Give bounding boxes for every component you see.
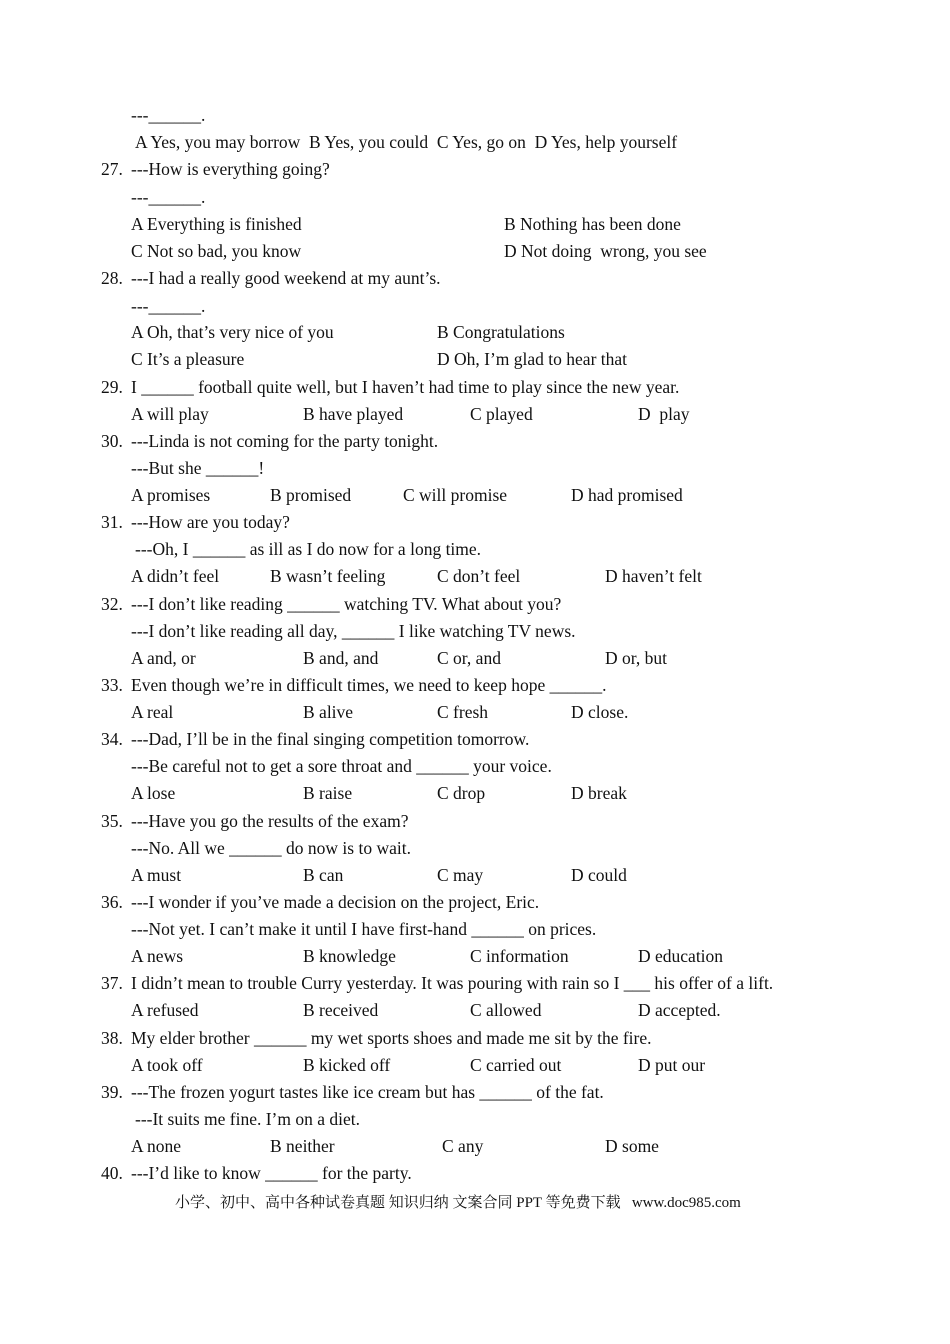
q31-option-b: B wasn’t feeling bbox=[270, 566, 386, 586]
q37-option-d: D accepted. bbox=[638, 1000, 721, 1020]
q38-number: 38. bbox=[101, 1028, 123, 1048]
q29-option-d: D play bbox=[638, 404, 690, 424]
q28-number: 28. bbox=[101, 268, 123, 288]
q29-stem: I ______ football quite well, but I haven’t had time to play since the new year. bbox=[131, 377, 680, 397]
q33-option-b: B alive bbox=[303, 702, 354, 722]
q31-option-d: D haven’t felt bbox=[605, 566, 702, 586]
q32-option-b: B and, and bbox=[303, 648, 379, 668]
q32-option-a: A and, or bbox=[131, 648, 196, 668]
q31-stem: ---How are you today? bbox=[131, 512, 290, 532]
q30-option-b: B promised bbox=[270, 485, 352, 505]
q37-option-a: A refused bbox=[131, 1000, 199, 1020]
q39-option-d: D some bbox=[605, 1136, 659, 1156]
q34-stem: ---Dad, I’ll be in the final singing competition tomorrow. bbox=[131, 729, 530, 749]
q31-number: 31. bbox=[101, 512, 123, 532]
q30-option-d: D had promised bbox=[571, 485, 683, 505]
q29-number: 29. bbox=[101, 377, 123, 397]
q39-option-c: C any bbox=[442, 1136, 484, 1156]
q40-stem: ---I’d like to know ______ for the party. bbox=[131, 1163, 412, 1183]
q38-option-a: A took off bbox=[131, 1055, 203, 1075]
q34-option-c: C drop bbox=[437, 783, 486, 803]
q28-option-b: B Congratulations bbox=[437, 322, 565, 342]
q37-option-b: B received bbox=[303, 1000, 379, 1020]
q31-response: ---Oh, I ______ as ill as I do now for a long time. bbox=[135, 539, 482, 559]
q37-stem: I didn’t mean to trouble Curry yesterday. It was pouring with rain so I ___ his offer of a lift. bbox=[131, 973, 774, 993]
q33-stem: Even though we’re in difficult times, we need to keep hope ______. bbox=[131, 675, 607, 695]
q33-number: 33. bbox=[101, 675, 123, 695]
q32-number: 32. bbox=[101, 594, 123, 614]
q30-option-a: A promises bbox=[131, 485, 211, 505]
q33-option-a: A real bbox=[131, 702, 174, 722]
q27-option-b: B Nothing has been done bbox=[504, 214, 681, 234]
q35-response: ---No. All we ______ do now is to wait. bbox=[131, 838, 411, 858]
q37-number: 37. bbox=[101, 973, 123, 993]
q32-response: ---I don’t like reading all day, ______ I like watching TV news. bbox=[131, 621, 576, 641]
q34-number: 34. bbox=[101, 729, 123, 749]
q30-option-c: C will promise bbox=[403, 485, 508, 505]
q31-option-a: A didn’t feel bbox=[131, 566, 220, 586]
q39-stem: ---The frozen yogurt tastes like ice cream but has ______ of the fat. bbox=[131, 1082, 604, 1102]
q39-response: ---It suits me fine. I’m on a diet. bbox=[135, 1109, 361, 1129]
q35-option-d: D could bbox=[571, 865, 627, 885]
q31-option-c: C don’t feel bbox=[437, 566, 521, 586]
q28-response: ---______. bbox=[131, 296, 206, 316]
q28-stem: ---I had a really good weekend at my aunt’s. bbox=[131, 268, 441, 288]
q36-number: 36. bbox=[101, 892, 123, 912]
q35-option-b: B can bbox=[303, 865, 344, 885]
q33-option-c: C fresh bbox=[437, 702, 489, 722]
q27-option-d: D Not doing wrong, you see bbox=[504, 241, 707, 261]
q30-number: 30. bbox=[101, 431, 123, 451]
q27-response: ---______. bbox=[131, 187, 206, 207]
q35-option-c: C may bbox=[437, 865, 484, 885]
q37-option-c: C allowed bbox=[470, 1000, 542, 1020]
page-footer: 小学、初中、高中各种试卷真题 知识归纳 文案合同 PPT 等免费下载 www.doc985.com bbox=[175, 1195, 741, 1211]
q36-option-d: D education bbox=[638, 946, 724, 966]
q27-option-c: C Not so bad, you know bbox=[131, 241, 302, 261]
q36-option-a: A news bbox=[131, 946, 184, 966]
q30-stem: ---Linda is not coming for the party tonight. bbox=[131, 431, 439, 451]
q38-option-d: D put our bbox=[638, 1055, 706, 1075]
q27-number: 27. bbox=[101, 159, 123, 179]
q30-response: ---But she ______! bbox=[131, 458, 265, 478]
q36-option-c: C information bbox=[470, 946, 569, 966]
q34-option-b: B raise bbox=[303, 783, 353, 803]
q35-option-a: A must bbox=[131, 865, 182, 885]
q28-option-d: D Oh, I’m glad to hear that bbox=[437, 349, 628, 369]
q34-option-d: D break bbox=[571, 783, 627, 803]
q39-option-b: B neither bbox=[270, 1136, 335, 1156]
q35-number: 35. bbox=[101, 811, 123, 831]
q38-stem: My elder brother ______ my wet sports shoes and made me sit by the fire. bbox=[131, 1028, 652, 1048]
q36-stem: ---I wonder if you’ve made a decision on the project, Eric. bbox=[131, 892, 540, 912]
q27-stem: ---How is everything going? bbox=[131, 159, 330, 179]
q39-option-a: A none bbox=[131, 1136, 182, 1156]
q26-options: A Yes, you may borrow B Yes, you could C Yes, go on D Yes, help yourself bbox=[135, 132, 678, 152]
q29-option-c: C played bbox=[470, 404, 533, 424]
q36-option-b: B knowledge bbox=[303, 946, 396, 966]
q26-response: ---______. bbox=[131, 105, 206, 125]
q29-option-a: A will play bbox=[131, 404, 209, 424]
q32-option-c: C or, and bbox=[437, 648, 501, 668]
q27-option-a: A Everything is finished bbox=[131, 214, 302, 234]
q36-response: ---Not yet. I can’t make it until I have first-hand ______ on prices. bbox=[131, 919, 597, 939]
q33-option-d: D close. bbox=[571, 702, 629, 722]
q38-option-b: B kicked off bbox=[303, 1055, 391, 1075]
q28-option-a: A Oh, that’s very nice of you bbox=[131, 322, 334, 342]
q29-option-b: B have played bbox=[303, 404, 404, 424]
q28-option-c: C It’s a pleasure bbox=[131, 349, 245, 369]
q40-number: 40. bbox=[101, 1163, 123, 1183]
q34-option-a: A lose bbox=[131, 783, 176, 803]
q32-option-d: D or, but bbox=[605, 648, 668, 668]
q35-stem: ---Have you go the results of the exam? bbox=[131, 811, 409, 831]
q32-stem: ---I don’t like reading ______ watching TV. What about you? bbox=[131, 594, 562, 614]
q34-response: ---Be careful not to get a sore throat and ______ your voice. bbox=[131, 756, 552, 776]
q38-option-c: C carried out bbox=[470, 1055, 562, 1075]
q39-number: 39. bbox=[101, 1082, 123, 1102]
